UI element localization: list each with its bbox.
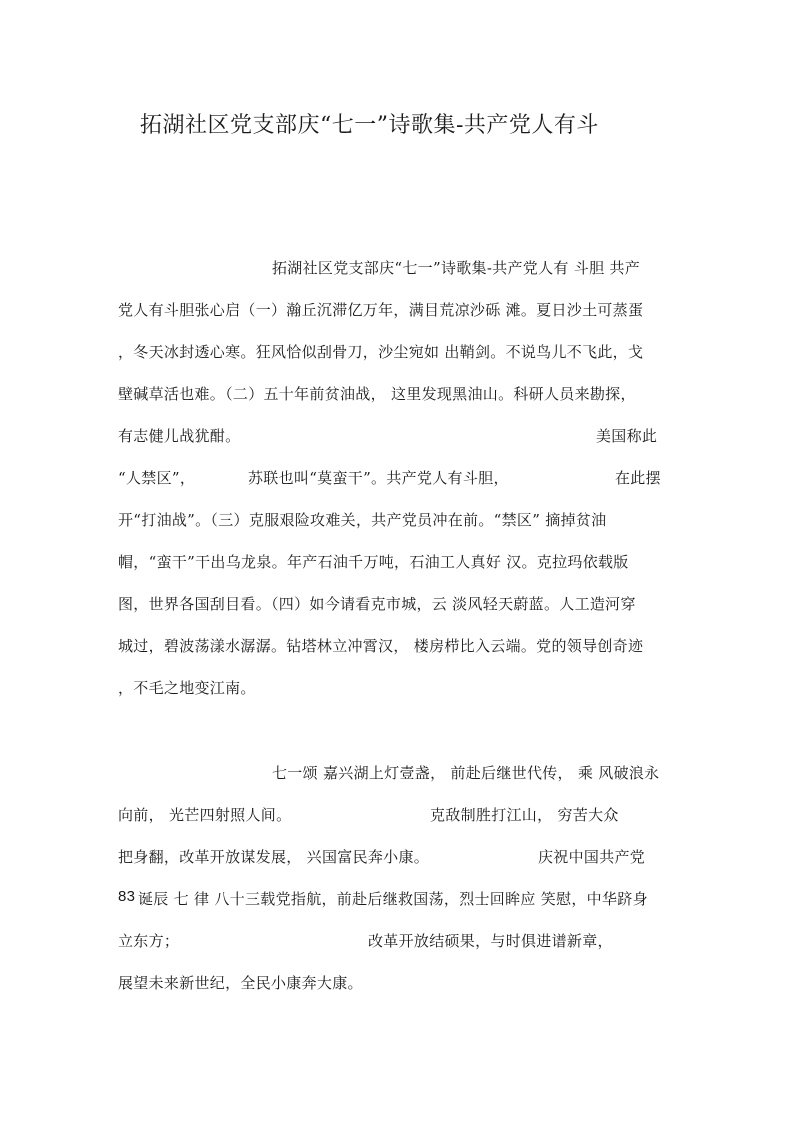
body-line: “人禁区”，: [118, 469, 196, 487]
body-line: 党人有斗胆张心启（一）瀚丘沉滞亿万年，满目荒凉沙砾 滩。夏日沙土可蒸蛋: [118, 301, 644, 319]
body-line: ，不毛之地变江南。: [118, 679, 256, 697]
document-title: 拓湖社区党支部庆“七一”诗歌集-共产党人有斗: [140, 113, 599, 138]
body-line: 在此摆: [615, 469, 661, 487]
body-line: 图，世界各国刮目看。（四）如今请看克市城，云 淡风轻天蔚蓝。人工造河穿: [118, 595, 636, 613]
body-line: 庆祝中国共产党: [538, 848, 646, 866]
body-line: 诞辰 七 律 八十三载党指航，前赴后继救国荡，烈士回眸应 笑慰，中华跻身: [138, 890, 648, 908]
body-line: 帽，“蛮干”干出乌龙泉。年产石油千万吨，石油工人真好 汉。克拉玛依载版: [118, 553, 629, 571]
body-line: 把身翻，改革开放谋发展， 兴国富民奔小康。: [118, 848, 430, 866]
body-line: 壁碱草活也难。（二）五十年前贫油战， 这里发现黑油山。科研人员来勘探，: [118, 385, 636, 403]
body-line: 展望未来新世纪，全民小康奔大康。: [118, 974, 363, 992]
body-line: 七一颂 嘉兴湖上灯壹盏， 前赴后继世代传， 乘 风破浪永: [272, 764, 660, 782]
body-line: 向前， 光芒四射照人间。: [118, 806, 292, 824]
body-line: 苏联也叫“莫蛮干”。共产党人有斗胆，: [248, 469, 509, 487]
body-line: 改革开放结硕果，与时俱进谱新章，: [368, 932, 613, 950]
body-line: 美国称此: [596, 427, 658, 445]
body-line: 克敌制胜打江山， 穷苦大众: [430, 806, 619, 824]
body-line: ，冬天冰封透心寒。狂风恰似刮骨刀，沙尘宛如 出鞘剑。不说鸟儿不飞此，戈: [118, 343, 644, 361]
body-line: 立东方；: [118, 932, 180, 950]
body-number: 83: [118, 888, 136, 905]
body-line: 城过，碧波荡漾水潺潺。钻塔林立冲霄汉， 楼房栉比入云端。党的领导创奇迹: [118, 637, 644, 655]
body-line: 拓湖社区党支部庆“七一”诗歌集-共产党人有 斗胆 共产: [272, 259, 641, 277]
body-line: 开“打油战”。（三）克服艰险攻难关，共产党员冲在前。“禁区” 摘掉贫油: [118, 511, 607, 529]
body-line: 有志健儿战犹酣。: [118, 427, 241, 445]
